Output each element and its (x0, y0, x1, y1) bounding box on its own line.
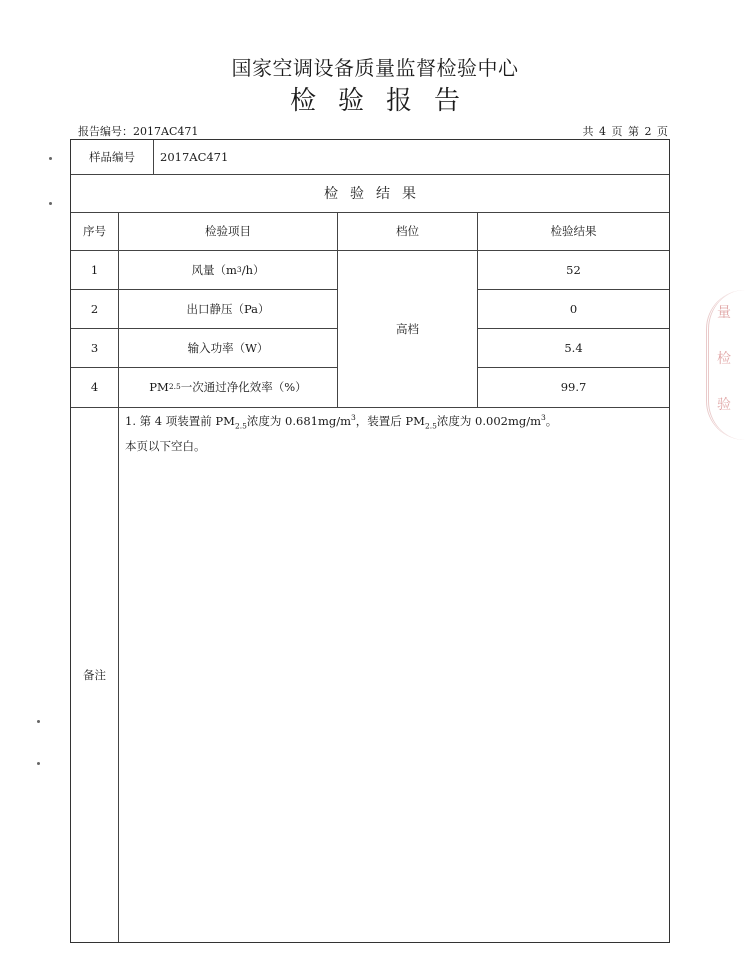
report-table (70, 139, 670, 943)
sample-label: 样品编号 (89, 150, 135, 164)
report-number-value: 2017AC471 (133, 125, 199, 138)
subscript: 2.5 (424, 421, 437, 431)
row-item-static-pressure: 出口静压（Pa） (186, 301, 270, 316)
row-result: 0 (569, 301, 578, 316)
gear-value: 高档 (396, 321, 419, 336)
remark-text: 1. 第 4 项装置前 PM (125, 414, 235, 428)
row-divider (71, 407, 669, 408)
remark-text: 。 (545, 414, 558, 428)
scan-speck (49, 157, 52, 160)
item-text: 一次通过净化效率（%） (180, 380, 307, 394)
row-no: 1 (90, 262, 99, 277)
scan-speck (49, 202, 52, 205)
report-number (78, 123, 198, 139)
remark-line-1 (125, 413, 557, 429)
row-item-airflow: 风量（m 3 /h） (191, 262, 265, 277)
item-text: /h） (241, 262, 265, 277)
item-text: 风量（m (191, 262, 237, 277)
remark-text: ，装置后 PM (355, 414, 425, 428)
remarks-label: 备注 (83, 667, 106, 682)
superscript: 3 (351, 413, 356, 423)
document-title: 检验报告 (289, 86, 482, 116)
sample-value: 2017AC471 (160, 150, 229, 164)
col-header-item: 检验项目 (205, 224, 251, 238)
row-result: 5.4 (564, 340, 583, 355)
remark-text: 浓度为 0.002mg/m (436, 414, 542, 428)
col-header-gear: 档位 (396, 224, 419, 238)
remark-line-2: 本页以下空白。 (125, 439, 206, 453)
col-header-result: 检验结果 (550, 224, 597, 238)
org-title: 国家空调设备质量监督检验中心 (231, 56, 519, 80)
row-item-input-power: 输入功率（W） (187, 340, 269, 355)
report-number-label: 报告编号： (78, 125, 133, 138)
row-no: 3 (90, 340, 99, 355)
page-info: 共 4 页 第 2 页 (582, 125, 668, 138)
seal-char: 检 (717, 351, 731, 367)
scan-speck (37, 720, 40, 723)
row-no: 2 (90, 301, 99, 316)
row-item-pm25-efficiency: PM 2.5 一次通过净化效率（%） (149, 380, 307, 394)
item-text: PM (149, 380, 169, 394)
row-no: 4 (90, 380, 99, 394)
remark-text: 浓度为 0.681mg/m (246, 414, 351, 428)
seal-stamp (706, 290, 745, 440)
subscript: 2.5 (234, 421, 247, 431)
seal-char: 验 (717, 397, 731, 413)
scan-speck (37, 762, 40, 765)
superscript: 3 (541, 413, 546, 423)
row-result: 52 (566, 262, 581, 277)
section-title: 检验结果 (324, 186, 428, 202)
row-result: 99.7 (560, 380, 587, 394)
col-header-no: 序号 (83, 224, 106, 238)
seal-char: 量 (717, 305, 731, 321)
